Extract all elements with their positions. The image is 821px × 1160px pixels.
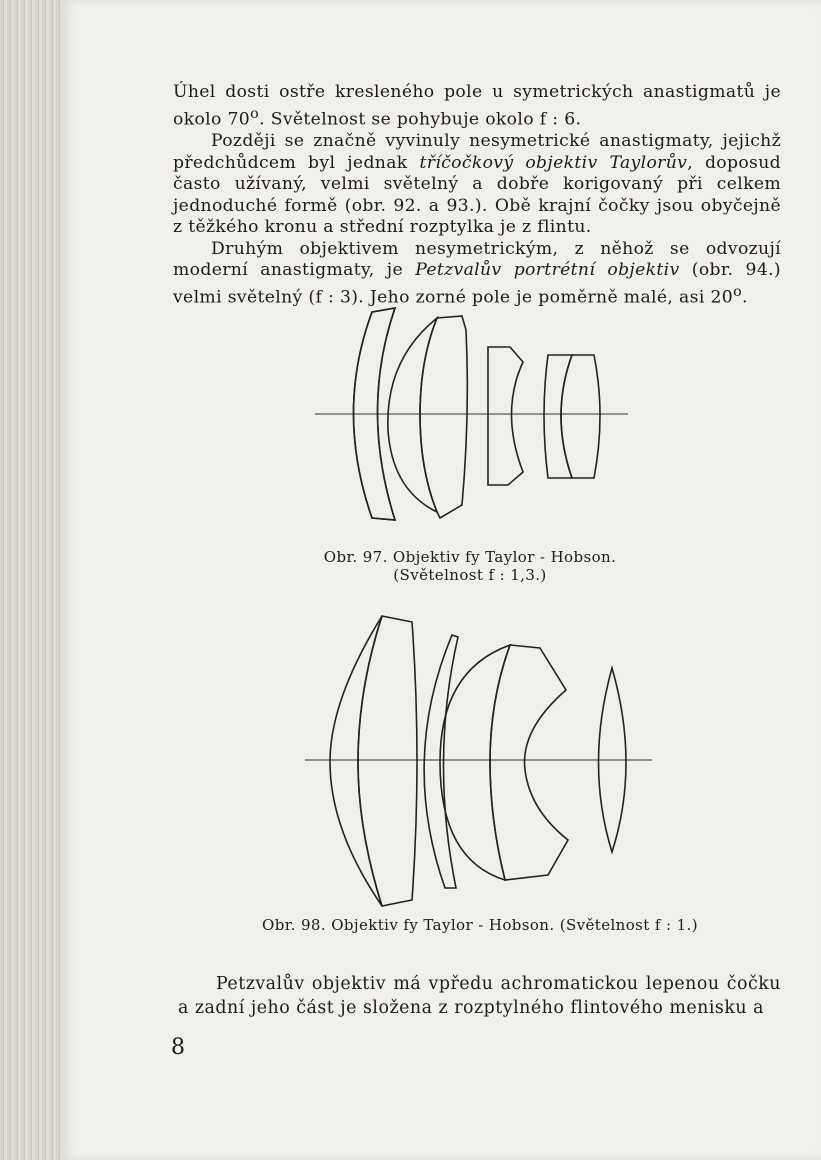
bottom-paragraph: Petzvalův objektiv má vpředu achromatickou lepenou čočku a zadní jeho část je složena z rozptylného flintového menisku a [178,974,781,1018]
lens-element [358,616,417,906]
lens-element [424,635,458,888]
paragraph-3: Druhým objektivem nesymetrickým, z něhož se odvozují moderní anastigmaty, je Petzvalův portrétní objektiv (obr. 94.) velmi světelný (f : 3). Jeho zorné pole je poměrně malé, asi 20$^o$. [173,238,781,308]
figure-98-caption: Obr. 98. Objektiv fy Taylor - Hobson. (Světelnost f : 1.) [262,916,698,934]
page-number: 8 [171,1035,185,1060]
paragraph-2: Později se značně vyvinuly nesymetrické anastigmaty, jejichž předchůdcem byl jednak tříčočkový objektiv Taylorův, doposud často užívaný, velmi světelný a dobře korigovaný při celkem jednoduché formě (obr. 92. a 93.). Obě krajní čočky jsou obyčejně z těžkého kronu a střední rozptylka je z flintu. [173,130,781,238]
figure-97-caption: Obr. 97. Objektiv fy Taylor - Hobson. (Světelnost f : 1,3.) [323,548,617,584]
lens-element [490,645,568,880]
paragraph-1: Úhel dosti ostře kresleného pole u symetrických anastigmatů je okolo 70$^o$. Světelnost se pohybuje okolo f : 6. [173,82,781,130]
lens-element [330,616,382,906]
